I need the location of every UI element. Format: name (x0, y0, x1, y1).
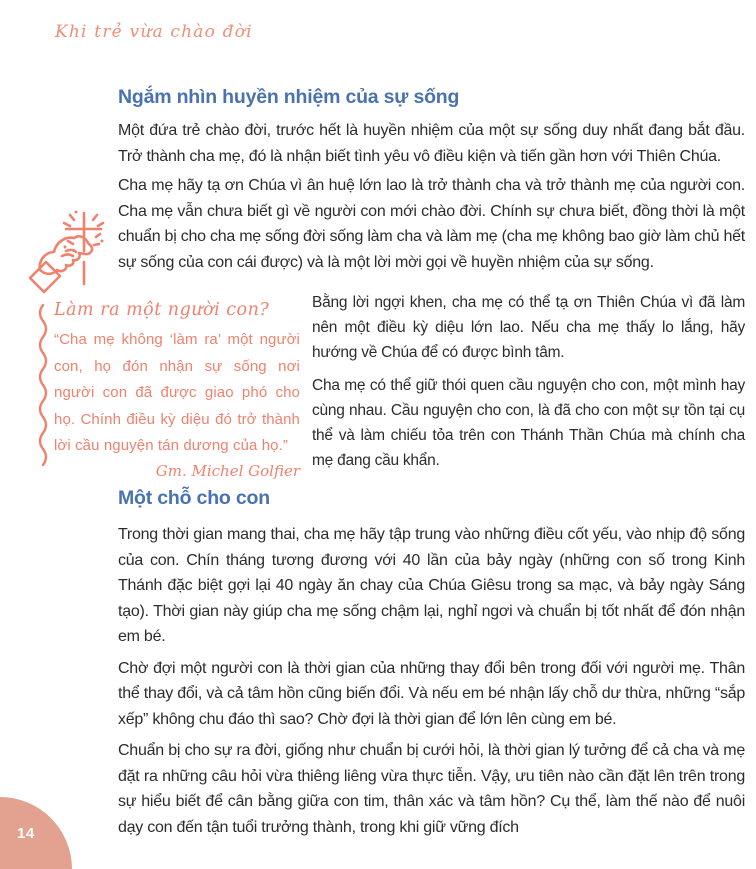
page-corner-badge (0, 797, 72, 869)
section-heading: Một chỗ cho con (118, 487, 270, 509)
pull-quote-title: Làm ra một người con? (54, 300, 270, 320)
pull-quote-attribution: Gm. Michel Golfier (155, 461, 300, 480)
section-a-place-for-the-child (118, 487, 745, 840)
pull-quote-content (36, 300, 300, 480)
hand-holding-cross-icon (24, 196, 119, 296)
pull-quote (36, 300, 300, 480)
paragraph: Cha mẹ hãy tạ ơn Chúa vì ân huệ lớn lao là trở thành cha và trở thành mẹ của người con. Cha mẹ vẫn chưa biết gì về người con mới chào đời. Chính sự chưa biết, đồng thời là một chuẩn bị cho cha mẹ sống đời sống làm cha và làm mẹ (cha mẹ không bao giờ làm chủ hết sự sống của con cái được) và là một lời mời gọi về huyền nhiệm của sự sống. (118, 177, 745, 271)
right-column (312, 290, 745, 473)
paragraph: Bằng lời ngợi khen, cha mẹ có thể tạ ơn Thiên Chúa vì đã làm nên một điều kỳ diệu lớn lao. Nếu cha mẹ thấy lo lắng, hãy hướng về Chúa để có được bình tâm. (312, 294, 745, 361)
section-opening (118, 86, 745, 275)
page-number: 14 (17, 825, 35, 842)
running-head: Khi trẻ vừa chào đời (55, 22, 253, 42)
paragraph: Chờ đợi một người con là thời gian của những thay đổi bên trong đối với người mẹ. Thân thể thay đổi, và cả tâm hồn cũng biến đổi. Và nếu em bé nhận lấy chỗ dư thừa, những “sắp xếp” không chu đáo thì sao? Chờ đợi là thời gian để lớn lên cùng em bé. (118, 659, 745, 728)
paragraph: Trong thời gian mang thai, cha mẹ hãy tập trung vào những điều cốt yếu, vào nhịp độ sống của con. Chín tháng tương đương với 40 lần của bảy ngày (những con số trong Kinh Thánh đặc biệt gợi lại 40 ngày ăn chay của Chúa Giêsu trong sa mạc, và bảy ngày Sáng tạo). Thời gian này giúp cha mẹ sống chậm lại, nghỉ ngơi và chuẩn bị tốt nhất để đón nhận em bé. (118, 526, 745, 645)
wavy-line-icon (36, 302, 50, 472)
paragraph: Chuẩn bị cho sự ra đời, giống như chuẩn bị cưới hỏi, là thời gian lý tưởng để cả cha và mẹ đặt ra những câu hỏi vừa thiêng liêng vừa thực tiễn. Vậy, ưu tiên nào cần đặt lên trên trong sự hiểu biết để cân bằng giữa con tim, thân xác và tâm hồn? Cụ thể, làm thế nào để nuôi dạy con đến tận tuổi trưởng thành, trong khi giữ vững đích (118, 742, 745, 836)
paragraph: Cha mẹ có thể giữ thói quen cầu nguyện cho con, một mình hay cùng nhau. Cầu nguyện cho con, là đã cho con một sự tồn tại cụ thể và làm chiếu tỏa trên con Thánh Thần Chúa mà chính cha mẹ đang cầu khẩn. (312, 377, 745, 469)
section-heading: Ngắm nhìn huyền nhiệm của sự sống (118, 86, 460, 108)
paragraph: Một đứa trẻ chào đời, trước hết là huyền nhiệm của một sự sống duy nhất đang bắt đầu. Trở thành cha mẹ, đó là nhận biết tình yêu vô điều kiện và tiến gần hơn với Thiên Chúa. (118, 122, 745, 165)
pull-quote-text: “Cha mẹ không ‘làm ra’ một người con, họ đón nhận sự sống nơi người con đã được giao phó cho họ. Chính điều kỳ diệu đó trở thành lời cầu nguyện tán dương của họ.” (54, 331, 300, 454)
